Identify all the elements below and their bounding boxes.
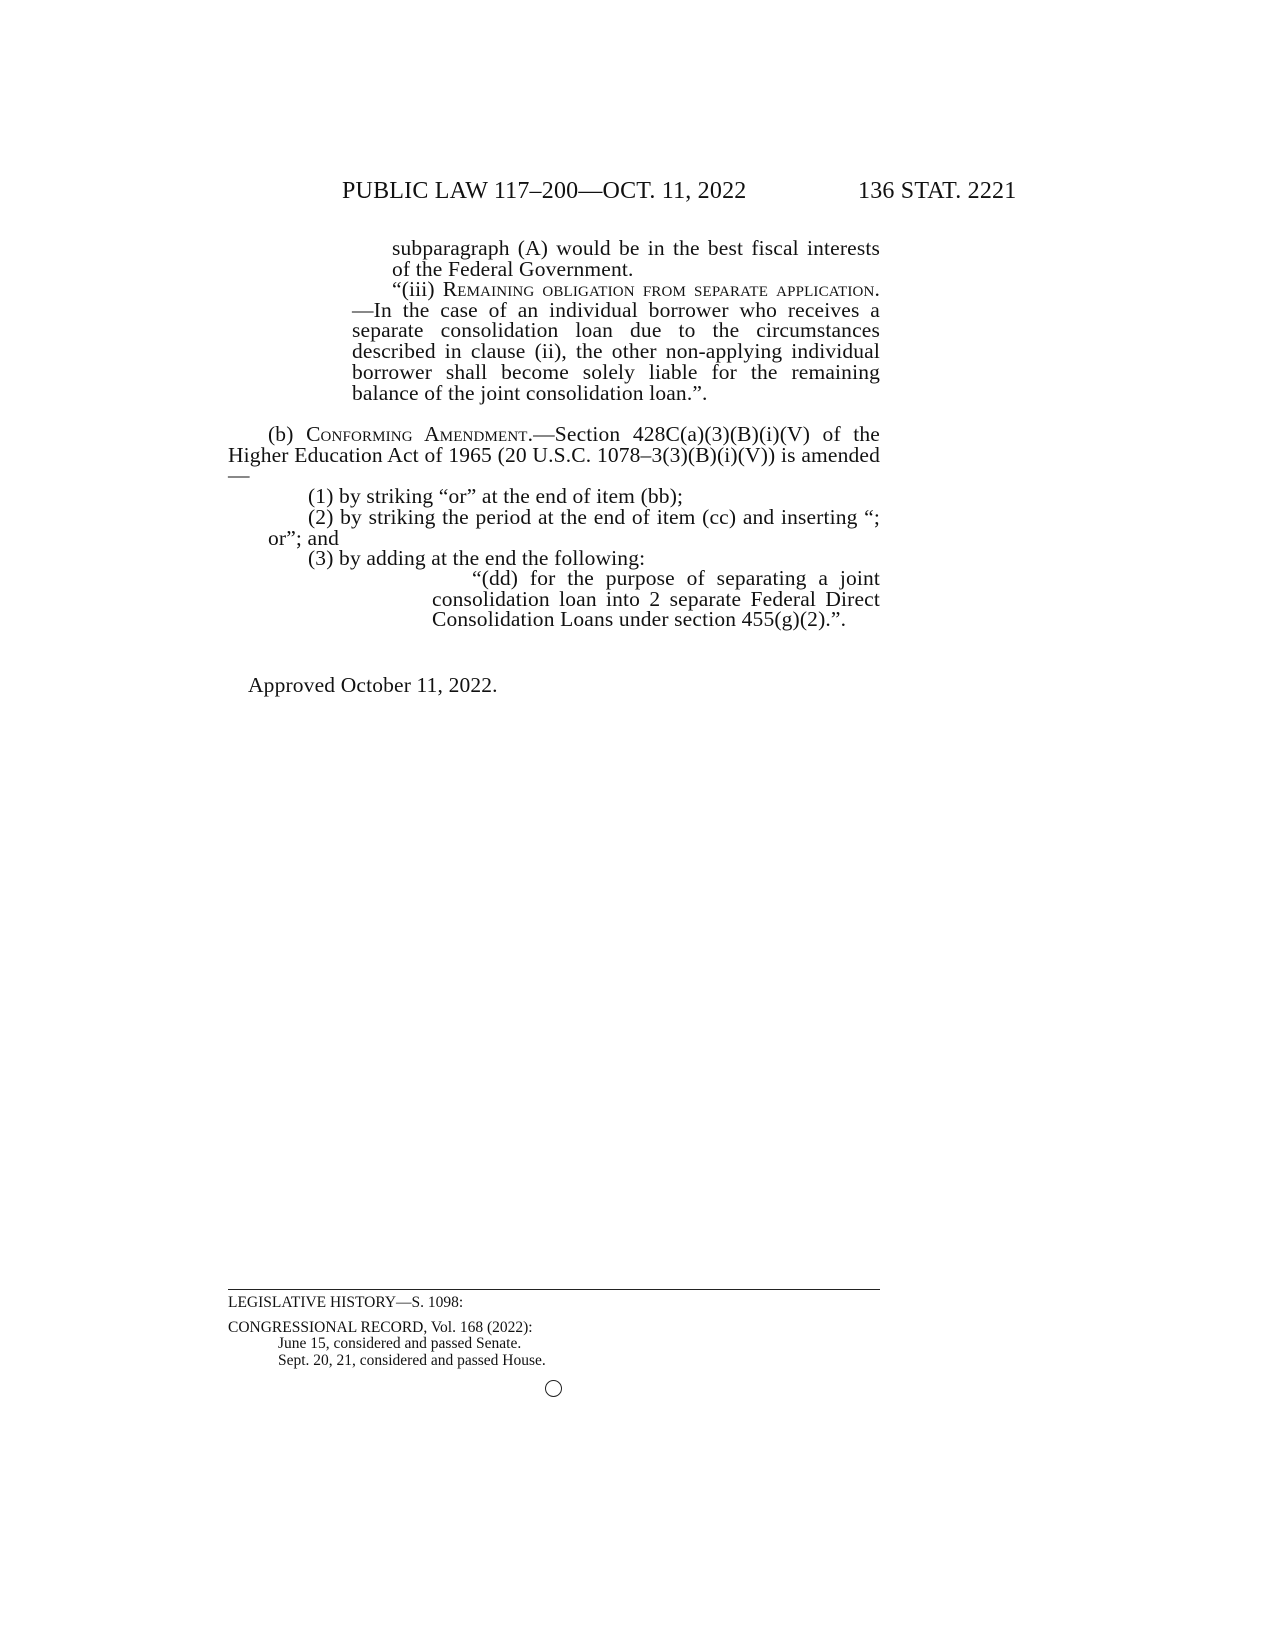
item-dd-text: “(dd) for the purpose of separating a joint consolidation loan into 2 separate Federal Direct Consolidation Loans under section 455(g)(2).”. [432,566,880,632]
clause-iii-number: “(iii) [392,277,435,301]
amendment-item-3: (3) by adding at the end the following: [308,546,646,570]
history-entry-senate: June 15, considered and passed Senate. [278,1335,522,1352]
legislative-history: LEGISLATIVE HISTORY—S. 1098: [228,1294,464,1311]
subsection-b-label: (b) [268,422,294,446]
clause-ii-continuation: subparagraph (A) would be in the best fiscal interests of the Federal Government. [392,236,880,281]
subsection-b [228,424,880,486]
footnote-rule [228,1289,880,1290]
clause-iii-heading: Remaining obligation from separate application. [442,277,880,301]
subsection-b-text: —Section 428C(a)(3)(B)(i)(V) of the Higher Education Act of 1965 (20 U.S.C. 1078–3(3)(B)(i)(V)) is amended— [228,422,880,488]
amendment-item-2: (2) by striking the period at the end of item (cc) and inserting “; or”; and [268,505,880,550]
clause-iii [352,279,880,403]
congressional-record: CONGRESSIONAL RECORD, Vol. 168 (2022): [228,1319,533,1336]
page-header-stat-ref: 136 STAT. 2221 [858,178,1017,204]
page-header-title: PUBLIC LAW 117–200—OCT. 11, 2022 [342,178,747,204]
history-entry-house: Sept. 20, 21, considered and passed House. [278,1352,546,1369]
subsection-b-heading: Conforming Amendment. [306,422,534,446]
clause-iii-text: —In the case of an individual borrower who receives a separate consolidation loan due to the circumstances described in clause (ii), the other non-applying individual borrower shall become solely liable for the remaining balance of the joint consolidation loan.”. [352,297,880,405]
approval-date: Approved October 11, 2022. [248,673,498,697]
end-mark-circle-icon [545,1380,562,1397]
amendment-item-1: (1) by striking “or” at the end of item (bb); [308,484,684,508]
